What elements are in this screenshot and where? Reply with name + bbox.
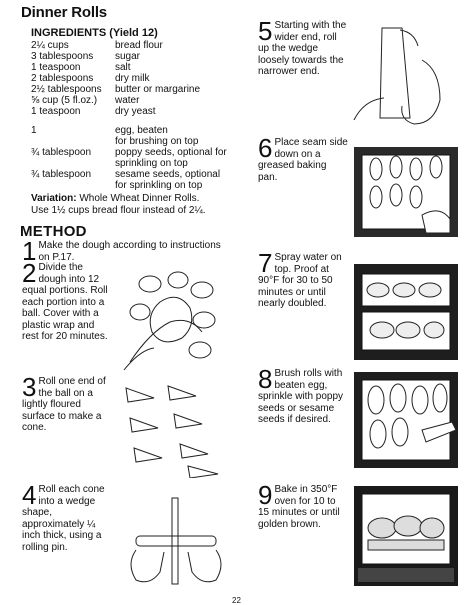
- dough-cones-illustration: [118, 378, 226, 478]
- variation-note: Variation: Whole Wheat Dinner Rolls. Use 1½ cups bread flour instead of 2¼.: [31, 193, 206, 216]
- page-number: 22: [232, 596, 241, 605]
- step-1: 1 Make the dough according to instructions on P.17.: [22, 236, 221, 266]
- rolling-pin-illustration: [122, 490, 227, 590]
- brushing-rolls-illustration: [352, 370, 460, 470]
- method-heading: METHOD: [20, 223, 87, 240]
- baking-pan-illustration: [352, 145, 460, 241]
- step-4: 4 Roll each cone into a wedge shape, approximately ¼ inch thick, using a rolling pin.: [22, 480, 105, 553]
- step-8: 8 Brush rolls with beaten egg, sprinkle with poppy seeds or sesame seeds if desired.: [258, 364, 344, 425]
- step-5: 5 Starting with the wider end, roll up the wedge loosely towards the narrower end.: [258, 16, 347, 77]
- dough-balls-illustration: [120, 262, 225, 372]
- ingredients-heading: INGREDIENTS (Yield 12): [31, 27, 158, 39]
- recipe-title: Dinner Rolls: [21, 4, 107, 21]
- step-3: 3 Roll one end of the ball on a lightly floured surface to make a cone.: [22, 372, 106, 433]
- step-6: 6 Place seam side down on a greased baking pan.: [258, 133, 348, 183]
- proofing-oven-illustration: [352, 262, 460, 362]
- baking-oven-illustration: [352, 484, 460, 588]
- step-9: 9 Bake in 350°F oven for 10 to 15 minutes or until golden brown.: [258, 480, 340, 530]
- rolling-wedge-illustration: [352, 20, 457, 130]
- step-7: 7 Spray water on top. Proof at 90°F for 30 to 50 minutes or until nearly doubled.: [258, 248, 342, 309]
- step-2: 2 Divide the dough into 12 equal portions. Roll each portion into a ball. Cover with a plastic wrap and rest for 20 minutes.: [22, 258, 108, 342]
